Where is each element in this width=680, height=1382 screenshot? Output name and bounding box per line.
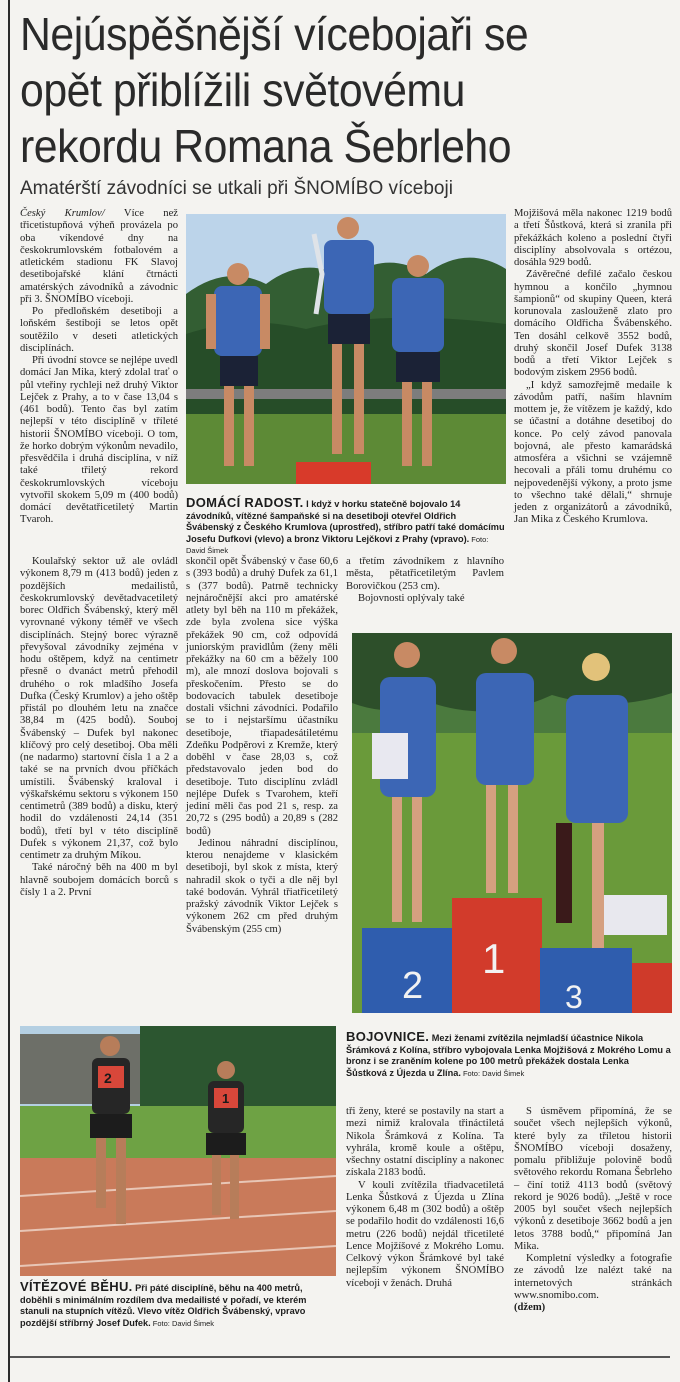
paragraph: V kouli zvítězila třiadvacetiletá Lenka Šůstková z Újezda u Zlína výkonem 6,48 m (302 bodů) a oštěp se podařilo hodit do vzdálenosti 16,6 metru (226 bodů) nejdál třicetileté Lence Mojžíšové z Mokrého Lomu. Celkový výkon Šrámkové byl také nejlepším výkonem ŠNOMÍBO víceboji v ženách. Druhá xyxy=(346,1179,504,1289)
photo-women-podium xyxy=(352,633,672,1013)
article-bottom-col3 xyxy=(514,1106,672,1346)
photo-credit: Foto: David Šimek xyxy=(150,1318,215,1328)
photo-men-podium xyxy=(186,214,506,484)
paragraph: Jedinou náhradní disciplínou, kterou nenajdeme v klasickém desetiboji, byl skok z místa, který nahradil skok o tyči a dle něj byl také bodován. Vyhrál třiatřicetiletý pražský závodník Viktor Lejček s výkonem 262 cm před druhým Švábenským (255 cm) xyxy=(186,837,338,935)
caption-vitezove-behu xyxy=(20,1281,336,1351)
caption-bojovnice xyxy=(346,1031,672,1093)
paragraph: Také náročný běh na 400 m byl hlavně soubojem domácích borců s čísly 1 a 2. První xyxy=(20,862,178,898)
podium-number-3: 3 xyxy=(565,979,583,1015)
caption-text: Mezi ženami zvítězila nejmladší účastnice Nikola Šrámková z Kolína, stříbro vybojovala Lenka Mojžišová z Mokrého Lomu a bronz i se zraněním kolene po 100 metrů překážek dostala Lenka Šůstková z Újezda u Zlína. xyxy=(346,1033,671,1078)
article-col4-top xyxy=(514,208,672,628)
article-col3-mid xyxy=(346,556,504,626)
podium-number-2: 2 xyxy=(402,965,424,1007)
caption-text: I když v horku statečně bojovalo 14 závodníků, vítězné šampaňské si na desetiboji otevřel Oldřich Švábenský z Českého Krumlova (uprostřed), stříbro patří také domácímu Josefu Dufkovi (vlevo) a bronz Viktoru Lejčkovi z Prahy (vpravo). xyxy=(186,499,505,544)
paragraph: „I když samozřejmě medaile k závodům patří, naším hlavním mottem je, že vítězem je každý, kdo se účastní a dotáhne desetiboj do konce. Po celý závod panovala bojovná, ale přesto kamarádská atmosféra a všichni se vzájemně hecovali a přáli tomu druhému co nejpovedenější výkony, a proto jsme to všechno také dělali,“ shrnuje jeden z organizátorů a závodníků, Jan Mika z Českého Krumlova. xyxy=(514,379,672,526)
paragraph: Mojžišová měla nakonec 1219 bodů a třetí Šůstková, která si zranila při překážkách koleno a poslední čtyři disciplíny absolvovala s ortézou, dosáhla 929 bodů. xyxy=(514,208,672,268)
article-col1-top xyxy=(20,208,179,526)
paragraph: Kompletní výsledky a fotografie ze závodů lze nalézt také na internetových stránkách www.snomibo.com. xyxy=(514,1253,672,1301)
paragraph: Koulařský sektor už ale ovládl výkonem 8,79 m (413 bodů) jeden z pozdějších medailistů, českokrumlovský devětadvacetiletý borec Oldřich Švábenský, který měl vyrovnané výkony téměř ve všech disciplínách. Stejný borec výrazně převyšoval závodníky zejména v hodu oštěpem, když na centimetr přesně o dvanáct metrů přehodil druhého o rok mladšího Josefa Dufka (Český Krumlov) a jeho oštěp přistál po dlouhém letu na značce 38,84 m (425 bodů). Souboj Švábenský – Dufek byl nakonec klíčový pro celý desetiboj. Oba měli (ne nadarmo) startovní čísla 1 a 2 a také se na prvních dvou příčkách umístili. Švábenský kraloval i výškařskému sektoru s výkonem 150 centimetrů (389 bodů) a disku, který hodil do vzdálenosti 24,14 (351 bodů), třetí byl v této disciplíně Dufek s výkonem 21,37, což bylo centimetr za druhým Míkou. xyxy=(20,556,178,861)
paragraph: tři ženy, které se postavily na start a mezi nimiž kralovala třináctiletá Nikola Šrámková z Kolína. Ta vyhrála, kromě koule a oštěpu, všechny ostatní disciplíny a nakonec získala 2183 bodů. xyxy=(346,1106,504,1179)
photo-credit: Foto: David Šimek xyxy=(186,534,489,556)
paragraph: Závěrečné defilé začalo českou hymnou a končilo „hymnou šampionů“ od skupiny Queen, která korunovala zaslouženě zlato pro domácího Oldřicha Švábenského. Ten dosáhl celkově 3552 bodů, druhý skončil Josef Dufek 3138 bodů a třetí Viktor Lejček s bodovým ziskem 2956 bodů. xyxy=(514,269,672,379)
bottom-rule xyxy=(10,1356,670,1358)
caption-domaci-radost xyxy=(186,497,506,557)
paragraph: Při úvodní stovce se nejlépe uvedl domácí Jan Mika, který zdolal trať o půl vteřiny rychleji než druhý Viktor Lejček z Prahy, a to v čase 13,04 s (461 bodů). Tento čas byl zatím nejlepší v této disciplíně v tříleté historii ŠNOMÍBO víceboji. O tom, že horko dobrým výkonům nevadilo, přesvědčila i druhá disciplína, v níž také třiletý rekord českokrumlovských víceboju vytvořil skokem 5,09 m (400 bodů) domácí devětatřicetiletý Martin Tvaroh. xyxy=(20,355,178,526)
article-bottom-col2 xyxy=(346,1106,504,1346)
column-rule xyxy=(8,0,10,1382)
headline xyxy=(20,6,625,174)
subheadline: Amatérští závodníci se utkali při ŠNOMÍBO víceboji xyxy=(20,178,453,199)
photo-400m-run xyxy=(20,1026,336,1276)
bib-number-left: 2 xyxy=(104,1070,112,1086)
caption-lead: DOMÁCÍ RADOST. xyxy=(186,495,304,510)
article-col1-bottom xyxy=(20,556,178,1026)
paragraph: Bojovnosti oplývaly také xyxy=(358,592,465,604)
dateline: Český Krumlov/ xyxy=(20,208,105,219)
author-signature: (džem) xyxy=(514,1302,546,1313)
paragraph: Po předloňském desetiboji a loňském šestiboji se letos opět soutěžilo v deseti atletických disciplínách. xyxy=(20,306,178,354)
headline-line-3: rekordu Romana Šebrleho xyxy=(20,120,512,172)
caption-text: Při páté disciplíně, běhu na 400 metrů, doběhli s minimálním rozdílem dva medailisté v pořadí, ve kterém stanuli na stupních vítězů. Vlevo vítěz Oldřich Švábenský, vpravo pozdější stříbrný Josef Dufek. xyxy=(20,1283,307,1328)
bib-number-right: 1 xyxy=(222,1091,230,1106)
paragraph: skončil opět Švábenský v čase 60,6 s (393 bodů) a druhý Dufek za 61,1 s (377 bodů). Patrně technicky nejnáročnější akci pro amatérské atlety byl běh na 110 m překážek, zde byla zvolena sice výška překážek 90 cm, což odpovídá juniorským pravidlům (ženy měli překážky na 60 cm a běžely 100 m), ale mnozí doslova bojovali s přeskočením. Přesto se do bodovacích tabulek desetiboje dostali všichni závodníci. Podařilo se to i nejstaršímu účastníku desetiboje, třiapadesátiletému Zdeňku Podpěrovi z Kremže, který doběhl v čase 28,03 s, což představovalo jeden bod do desetiboje. Tuto disciplínu zvládl nejlépe Dufek s Tvarohem, kteří jediní měli čas pod 21 s, resp. za 20,72 s (295 bodů) a 20,89 s (282 bodů) xyxy=(186,556,338,837)
caption-lead: BOJOVNICE. xyxy=(346,1029,430,1044)
headline-line-2: opět přiblížili světovému xyxy=(20,64,465,116)
paragraph: Více než třicetistupňová výheň provázela po oba víkendové dny na českokrumlovském fotbalovém a atletickém stadionu FK Slavoj desetibojařské klání čtrnácti amatérských závodníků a závodnic při 3. ŠNOMÍBO víceboji. xyxy=(20,208,179,305)
paragraph: a třetím závodníkem z hlavního města, pětatřicetiletým Pavlem Borovičkou (253 cm). xyxy=(346,556,504,592)
paragraph: S úsměvem připomíná, že se součet všech nejlepších výkonů, které byly za tříletou historii ŠNOMÍBO víceboji dosaženy, pomalu přibližuje polovině bodů světového rekordu Romana Šebrleho – činí totiž 4113 bodů (světový rekord je 9026 bodů). „Ještě v roce 2005 byl součet všech nejlepších výkonů z desetiboje 3662 bodů a jen letos 3788 bodů,“ připomíná Jan Mika. xyxy=(514,1106,672,1252)
article-col2 xyxy=(186,556,338,1026)
podium-number-1: 1 xyxy=(482,935,506,982)
photo-credit: Foto: David Šimek xyxy=(460,1068,525,1078)
caption-lead: VÍTĚZOVÉ BĚHU. xyxy=(20,1279,133,1294)
headline-line-1: Nejúspěšnější vícebojaři se xyxy=(20,8,529,60)
